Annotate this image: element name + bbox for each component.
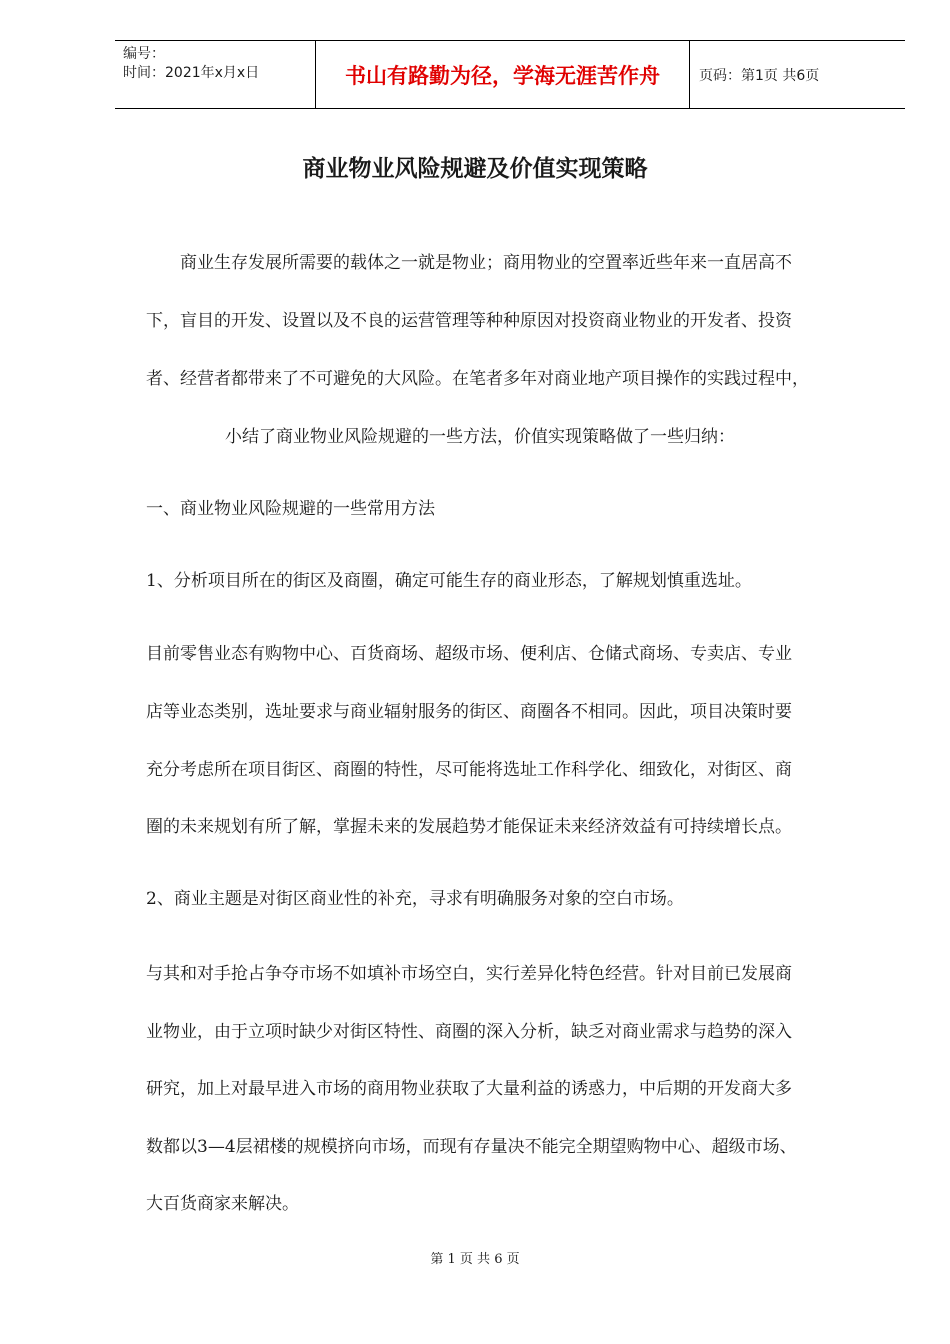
document-title: 商业物业风险规避及价值实现策略: [302, 155, 648, 182]
body-line: 下，盲目的开发、设置以及不良的运营管理等种种原因对投资商业物业的开发者、投资: [146, 311, 792, 331]
page-header: [115, 40, 905, 109]
body-line: 小结了商业物业风险规避的一些方法，价值实现策略做了一些归纳：: [225, 427, 735, 447]
header-meta: [115, 41, 315, 108]
body-line: 业物业，由于立项时缺少对街区特性、商圈的深入分析，缺乏对商业需求与趋势的深入: [146, 1022, 792, 1042]
body-line: 与其和对手抢占争夺市场不如填补市场空白，实行差异化特色经营。针对目前已发展商: [146, 964, 792, 984]
body-line: 目前零售业态有购物中心、百货商场、超级市场、便利店、仓储式商场、专卖店、专业: [146, 644, 792, 664]
subsection-heading: 1、分析项目所在的街区及商圈，确定可能生存的商业形态，了解规划慎重选址。: [146, 571, 752, 591]
page-footer: 第 1 页 共 6 页: [430, 1252, 520, 1267]
body-line: 者、经营者都带来了不可避免的大风险。在笔者多年对商业地产项目操作的实践过程中，: [146, 369, 809, 389]
time-label: 时间：2021年x月x日: [123, 65, 260, 81]
body-line: 数都以3—4层裙楼的规模挤向市场，而现有存量决不能完全期望购物中心、超级市场、: [146, 1137, 797, 1157]
body-line: 研究，加上对最早进入市场的商用物业获取了大量利益的诱惑力，中后期的开发商大多: [146, 1079, 792, 1099]
header-divider: [689, 41, 690, 108]
code-label: 编号：: [123, 46, 165, 62]
body-line: 店等业态类别，选址要求与商业辐射服务的街区、商圈各不相同。因此，项目决策时要: [146, 702, 792, 722]
header-page-info: 页码：第1页 共6页: [699, 67, 820, 84]
body-line: 圈的未来规划有所了解，掌握未来的发展趋势才能保证未来经济效益有可持续增长点。: [146, 817, 792, 837]
body-line: 充分考虑所在项目街区、商圈的特性，尽可能将选址工作科学化、细致化，对街区、商: [146, 760, 792, 780]
subsection-heading: 2、商业主题是对街区商业性的补充，寻求有明确服务对象的空白市场。: [146, 889, 684, 909]
section-heading: 一、商业物业风险规避的一些常用方法: [146, 499, 435, 519]
header-motto: 书山有路勤为径，学海无涯苦作舟: [345, 63, 660, 88]
body-line: 大百货商家来解决。: [146, 1194, 299, 1214]
body-line: 商业生存发展所需要的载体之一就是物业；商用物业的空置率近些年来一直居高不: [180, 253, 792, 273]
